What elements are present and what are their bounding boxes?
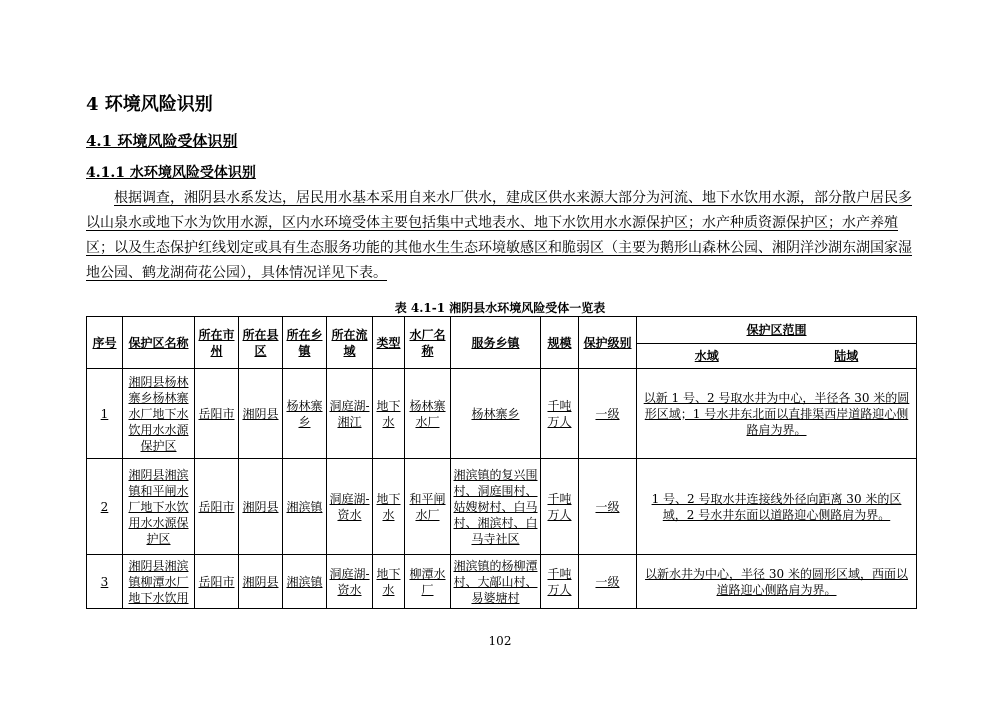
header-basin: 所在流域 — [327, 317, 373, 369]
cell-county: 湘阴县 — [239, 459, 283, 555]
cell-scale: 千吨万人 — [541, 459, 579, 555]
cell-city: 岳阳市 — [195, 459, 239, 555]
cell-city: 岳阳市 — [195, 369, 239, 459]
table-caption: 表 4.1-1 湘阴县水环境风险受体一览表 — [394, 301, 606, 315]
header-service: 服务乡镇 — [451, 317, 541, 369]
header-type: 类型 — [373, 317, 405, 369]
cell-county: 湘阴县 — [239, 555, 283, 609]
cell-type: 地下水 — [373, 459, 405, 555]
header-no: 序号 — [87, 317, 123, 369]
header-town: 所在乡镇 — [283, 317, 327, 369]
cell-basin: 洞庭湖-资水 — [327, 459, 373, 555]
body-paragraph — [86, 186, 918, 286]
header-water: 水域 — [694, 349, 719, 363]
cell-type: 地下水 — [373, 369, 405, 459]
cell-basin: 洞庭湖-湘江 — [327, 369, 373, 459]
cell-plant: 和平闸水厂 — [405, 459, 451, 555]
header-city: 所在市州 — [195, 317, 239, 369]
cell-name: 湘阴县湘滨镇和平闸水厂地下水饮用水水源保护区 — [123, 459, 195, 555]
table-row — [87, 459, 917, 555]
cell-county: 湘阴县 — [239, 369, 283, 459]
cell-range: 以新水井为中心，半径 30 米的圆形区域，西面以道路迎心侧路肩为界。 — [637, 555, 917, 609]
subsubsection-heading: 4.1.1 水环境风险受体识别 — [86, 165, 256, 181]
cell-type: 地下水 — [373, 555, 405, 609]
cell-no: 2 — [87, 459, 123, 555]
cell-plant: 柳潭水厂 — [405, 555, 451, 609]
cell-level: 一级 — [579, 369, 637, 459]
cell-service: 湘滨镇的杨柳潭村、大鄗山村、易婆塘村 — [451, 555, 541, 609]
risk-receptor-table — [86, 316, 917, 609]
header-level: 保护级别 — [579, 317, 637, 369]
header-water-land — [637, 344, 917, 369]
cell-basin: 洞庭湖-资水 — [327, 555, 373, 609]
table-row — [87, 555, 917, 609]
header-range: 保护区范围 — [637, 317, 917, 344]
cell-level: 一级 — [579, 459, 637, 555]
paragraph-text: 根据调查，湘阴县水系发达，居民用水基本采用自来水厂供水，建成区供水来源大部分为河流、地下水饮用水源，部分散户居民多以山泉水或地下水为饮用水源，区内水环境受体主要包括集中式地表水、地下水饮用水水源保护区；水产种质资源保护区；水产养殖区；以及生态保护红线划定或具有生态服务功能的其他水生生态环境敏感区和脆弱区（主要为鹅形山森林公园、湘阴洋沙湖东湖国家湿地公园、鹤龙湖荷花公园），具体情况详见下表。 — [86, 190, 912, 281]
cell-city: 岳阳市 — [195, 555, 239, 609]
cell-town: 湘滨镇 — [283, 555, 327, 609]
table-row — [87, 369, 917, 459]
header-plant: 水厂名称 — [405, 317, 451, 369]
cell-scale: 千吨万人 — [541, 555, 579, 609]
cell-plant: 杨林寨水厂 — [405, 369, 451, 459]
cell-name: 湘阴县湘滨镇柳潭水厂地下水饮用 — [123, 555, 195, 609]
cell-range: 以新 1 号、2 号取水井为中心，半径各 30 米的圆形区域；1 号水井东北面以直排渠西岸道路迎心侧路肩为界。 — [637, 369, 917, 459]
header-name: 保护区名称 — [123, 317, 195, 369]
cell-no: 3 — [87, 555, 123, 609]
cell-town: 杨林寨乡 — [283, 369, 327, 459]
cell-level: 一级 — [579, 555, 637, 609]
cell-scale: 千吨万人 — [541, 369, 579, 459]
header-land: 陆域 — [834, 349, 859, 363]
cell-name: 湘阴县杨林寨乡杨林寨水厂地下水饮用水水源保护区 — [123, 369, 195, 459]
header-scale: 规模 — [541, 317, 579, 369]
subsection-heading: 4.1 环境风险受体识别 — [86, 132, 238, 150]
header-county: 所在县区 — [239, 317, 283, 369]
cell-service: 湘滨镇的复兴围村、洞庭围村、姑嫂树村、白马村、湘滨村、白马寺社区 — [451, 459, 541, 555]
cell-range: 1 号、2 号取水井连接线外径向距离 30 米的区域，2 号水井东面以道路迎心侧路肩为界。 — [637, 459, 917, 555]
cell-town: 湘滨镇 — [283, 459, 327, 555]
cell-no: 1 — [87, 369, 123, 459]
section-heading: 4 环境风险识别 — [86, 94, 213, 115]
page-number: 102 — [488, 634, 512, 648]
cell-service: 杨林寨乡 — [451, 369, 541, 459]
